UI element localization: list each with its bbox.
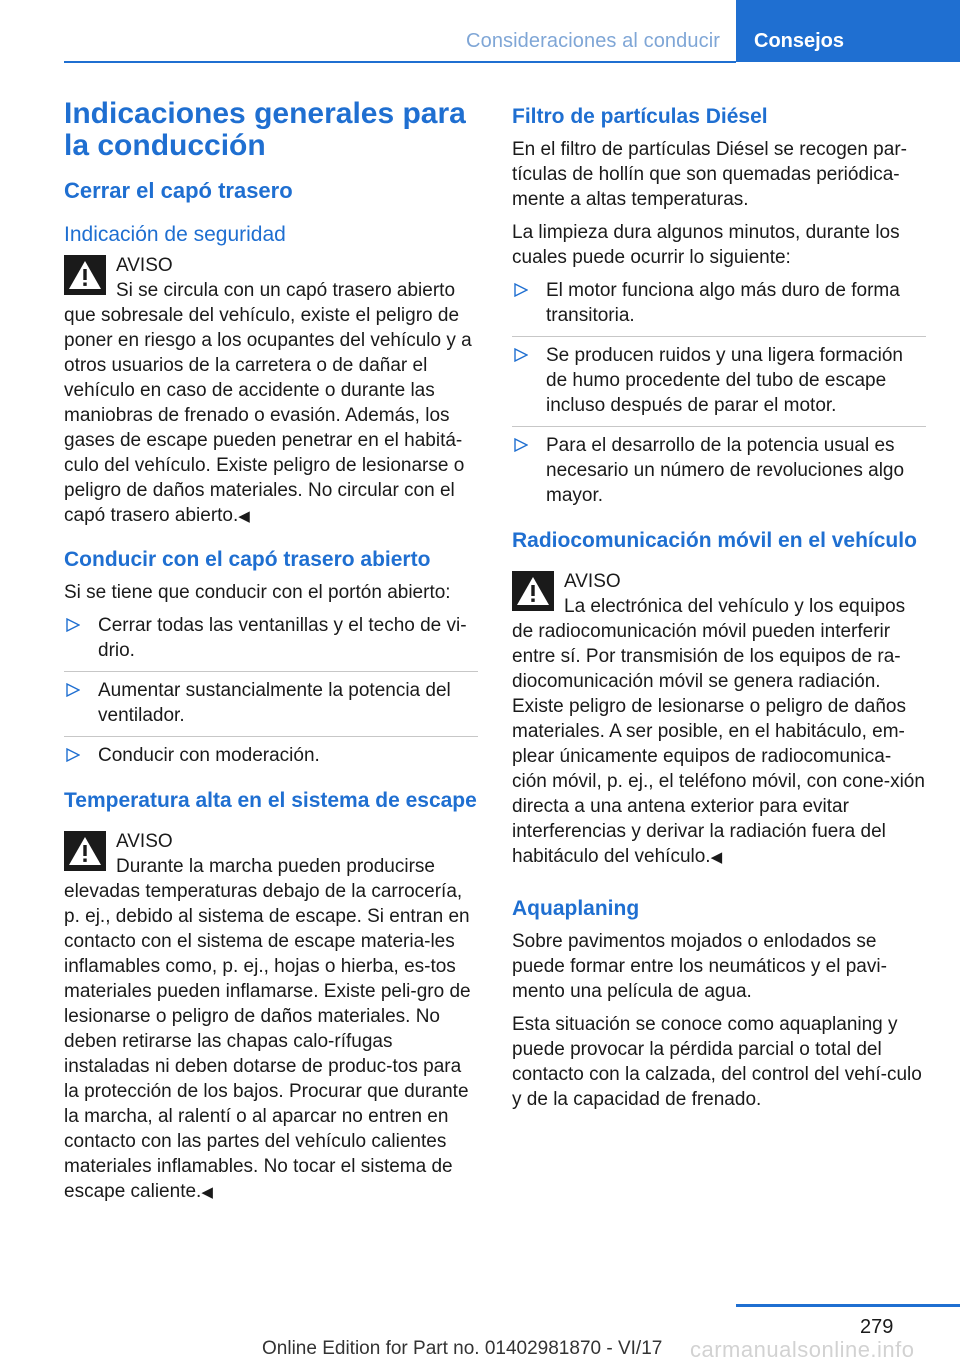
list-item: Se producen ruidos y una ligera formación de humo procedente del tubo de escape incluso después de parar el motor. <box>512 343 926 427</box>
warning-label: AVISO <box>564 571 621 592</box>
end-mark: ◀ <box>238 508 250 525</box>
page-header <box>0 0 960 62</box>
conducir-intro: Si se tiene que conducir con el portón abierto: <box>64 582 451 603</box>
filtro-paragraph-2: La limpieza dura algunos minutos, durante los cuales puede ocurrir lo siguiente: <box>512 222 900 268</box>
warning-triangle-icon <box>64 255 106 295</box>
end-mark: ◀ <box>201 1184 213 1201</box>
triangle-bullet-icon <box>66 683 80 697</box>
page-title: Indicaciones generales para la conducción <box>64 97 466 162</box>
warning-triangle-icon <box>512 571 554 611</box>
triangle-bullet-icon <box>514 283 528 297</box>
heading-cerrar-capo: Cerrar el capó trasero <box>64 178 293 203</box>
filtro-list <box>512 278 926 516</box>
aquaplaning-paragraph-2: Esta situación se conoce como aquaplaning y puede provocar la pérdida parcial o total del contacto con la calzada, del control del vehí‐culo y de la capacidad de frenado. <box>512 1014 922 1110</box>
heading-aquaplaning: Aquaplaning <box>512 897 640 920</box>
warning-text: La electrónica del vehículo y los equipos de radiocomunicación móvil pueden interferir entre sí. Por transmisión de los equipos de ra‐diocomunicación móvil se genera radiación. Existe peligro de lesionarse o peligro de daños materiales. A ser posible, en el habitáculo, em‐plear únicamente equipos de radiocomunica‐ción móvil, p. ej., el teléfono móvil, con cone‐xión directa a una antena exterior para evitar interferencias y derivar la radiación fuera del habitáculo del vehículo.◀ <box>512 596 925 867</box>
list-item: El motor funciona algo más duro de forma transitoria. <box>512 278 926 337</box>
heading-temperatura-escape: Temperatura alta en el sistema de escape <box>64 789 477 812</box>
page-number: 279 <box>860 1316 894 1338</box>
list-item: Aumentar sustancialmente la potencia del ventilador. <box>64 678 478 737</box>
warning-label: AVISO <box>116 255 173 276</box>
warning-box-radio <box>512 569 926 870</box>
warning-text: Durante la marcha pueden producirse elevadas temperaturas debajo de la carrocería, p. ej., debido al sistema de escape. Si entran en contacto con el sistema de escape materia‐les inflamables como, p. ej., hojas o hierba, es‐tos materiales pueden inflamarse. Existe peli‐gro de lesionarse o peligro de daños materiales. No deben retirarse las chapas calo‐rífugas instaladas ni deben dotarse de produc‐tos para la protección de los bajos. Procurar que durante la marcha, al ralentí o al aparcar no entren en contacto con las partes del vehículo calientes materiales inflamables. No tocar el sistema de escape caliente.◀ <box>64 856 471 1202</box>
filtro-paragraph-1: En el filtro de partículas Diésel se recogen par‐tículas de hollín que son quemadas periódica‐mente a altas temperaturas. <box>512 139 907 210</box>
heading-filtro-particulas: Filtro de partículas Diésel <box>512 105 768 128</box>
heading-indicacion-seguridad: Indicación de seguridad <box>64 223 286 246</box>
header-tab-label: Consejos <box>754 30 845 52</box>
header-tab[interactable] <box>736 0 960 62</box>
triangle-bullet-icon <box>514 348 528 362</box>
warning-box-capo <box>64 253 478 529</box>
header-rule <box>64 61 736 63</box>
heading-radiocomunicacion: Radiocomunicación móvil en el vehículo <box>512 529 917 552</box>
triangle-bullet-icon <box>514 438 528 452</box>
footer-rule <box>736 1304 960 1307</box>
list-item: Cerrar todas las ventanillas y el techo de vi‐drio. <box>64 613 478 672</box>
heading-conducir-capo-abierto: Conducir con el capó trasero abierto <box>64 548 431 571</box>
header-section-title[interactable]: Consideraciones al conducir <box>466 30 720 52</box>
warning-text: Si se circula con un capó trasero abierto que sobresale del vehículo, existe el peligro de poner en riesgo a los ocupantes del vehículo y a otros usuarios de la carretera o de dañar el vehículo en caso de accidente o durante las maniobras de frenado o evasión. Además, los gases de escape pueden penetrar en el habitá‐culo del vehículo. Existe peligro de lesionarse o peligro de daños materiales. No circular con el capó trasero abierto.◀ <box>64 280 472 526</box>
warning-label: AVISO <box>116 831 173 852</box>
watermark-text: carmanualsonline.info <box>690 1337 915 1362</box>
aquaplaning-paragraph-1: Sobre pavimentos mojados o enlodados se puede formar entre los neumáticos y el pavi‐mento una película de agua. <box>512 931 887 1002</box>
conducir-list <box>64 613 478 776</box>
right-column <box>512 104 926 1120</box>
triangle-bullet-icon <box>66 618 80 632</box>
end-mark: ◀ <box>710 849 723 866</box>
list-item: Para el desarrollo de la potencia usual es necesario un número de revoluciones algo mayor. <box>512 433 926 516</box>
triangle-bullet-icon <box>66 748 80 762</box>
warning-box-escape <box>64 829 478 1205</box>
edition-line: Online Edition for Part no. 01402981870 - VI/17 <box>262 1338 663 1359</box>
warning-triangle-icon <box>64 831 106 871</box>
left-column <box>64 98 478 1223</box>
list-item: Conducir con moderación. <box>64 743 478 776</box>
header-section <box>64 0 736 62</box>
